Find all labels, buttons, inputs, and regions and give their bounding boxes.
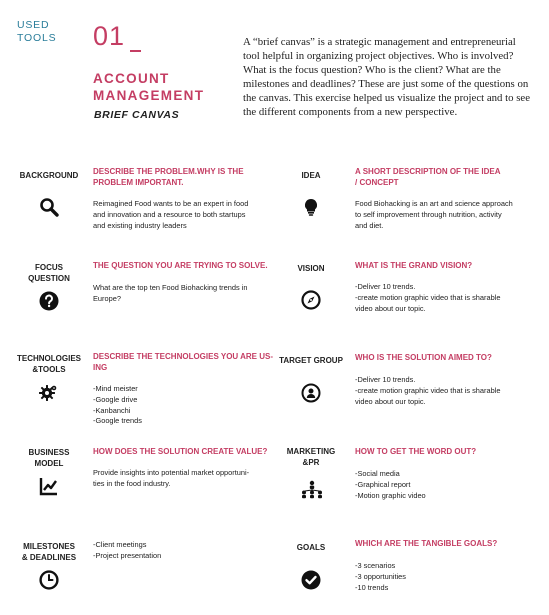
body-line: -Deliver 10 trends. (355, 375, 416, 384)
section-question-target (355, 353, 492, 364)
body-line: -3 scenarios (355, 561, 396, 570)
body-line: to self improvement through nutrition, activity (355, 209, 502, 219)
section-question-idea (355, 167, 501, 188)
section-body-target (355, 375, 500, 407)
body-line: -create motion graphic video that is sharable (355, 385, 501, 395)
section-label-target (272, 355, 350, 366)
question-line: WHO IS THE SOLUTION AIMED TO? (355, 353, 492, 362)
question-line: PROBLEM IMPORTANT. (93, 177, 184, 187)
body-line: What are the top ten Food Biohacking trends in (93, 283, 248, 292)
label-line: FOCUS (35, 263, 63, 272)
question-line: HOW DOES THE SOLUTION CREATE VALUE? (93, 447, 268, 456)
label-line: &PR (302, 458, 320, 467)
question-line: DESCRIBE THE TECHNOLOGIES YOU ARE US- (93, 352, 274, 361)
section-question-business (93, 447, 267, 458)
label-line: BUSINESS (28, 448, 70, 457)
question-line: ING (93, 362, 108, 372)
section-body-focus (93, 283, 247, 305)
body-line: -Graphical report (355, 479, 411, 489)
body-line: -Deliver 10 trends. (355, 282, 416, 291)
section-label-goals (278, 542, 344, 553)
section-body-vision (355, 282, 500, 314)
section-label-vision (278, 263, 344, 274)
label-line: IDEA (301, 171, 321, 180)
body-line: -Google trends (93, 416, 142, 426)
check-icon (301, 570, 321, 590)
title-line: MANAGEMENT (93, 88, 205, 103)
body-line: Food Biohacking is an art and science approach (355, 199, 513, 208)
body-line: -3 opportunities (355, 571, 406, 581)
question-line: DESCRIBE THE PROBLEM.WHY IS THE (93, 167, 244, 176)
question-icon (39, 291, 59, 311)
section-question-focus (93, 261, 268, 272)
section-label-background (14, 170, 84, 181)
section-question-technologies (93, 352, 273, 373)
search-icon (39, 197, 59, 217)
body-line: Provide insights into potential market opportuni- (93, 468, 250, 477)
section-number: 01 (93, 21, 126, 51)
question-line: WHICH ARE THE TANGIBLE GOALS? (355, 539, 498, 548)
section-body-business (93, 468, 249, 490)
label-line: BACKGROUND (19, 171, 79, 180)
question-line: / CONCEPT (355, 177, 399, 187)
body-line: and diet. (355, 220, 384, 230)
section-question-goals (355, 539, 497, 550)
number-underscore (130, 50, 141, 52)
section-label-marketing (278, 446, 344, 468)
section-question-marketing (355, 447, 476, 458)
section-question-vision (355, 261, 472, 272)
question-line: THE QUESTION YOU ARE TRYING TO SOLVE. (93, 261, 268, 270)
body-line: ties in the food industry. (93, 478, 171, 488)
label-line: TECHNOLOGIES (16, 354, 81, 363)
body-line: -Mind meister (93, 384, 138, 393)
section-body-technologies (93, 384, 142, 427)
body-line: video about our topic. (355, 303, 426, 313)
label-line: &TOOLS (32, 365, 66, 374)
label-line: VISION (297, 264, 325, 273)
section-label-focus (14, 262, 84, 284)
label-line: QUESTION (28, 274, 70, 283)
section-body-idea (355, 199, 513, 231)
intro-paragraph: A “brief canvas” is a strategic management and entrepreneurial tool helpful in organizing project objectives. Who is involved? What is the focus question? Who is the client? What are the milestones and deadlines? These are just some of the questions on the canvas. This exercise helped us visualize the project and to see the different components from a new perspective. (243, 36, 531, 119)
section-label-technologies (9, 353, 89, 375)
page-title (93, 70, 204, 104)
network-icon (300, 480, 324, 500)
section-question-background (93, 167, 244, 188)
section-body-goals (355, 561, 406, 593)
used-tools-line: USED (17, 19, 50, 31)
lightbulb-icon (301, 197, 321, 217)
label-line: & DEADLINES (21, 553, 77, 562)
label-line: MARKETING (286, 447, 336, 456)
label-line: GOALS (296, 543, 326, 552)
section-label-business (14, 447, 84, 469)
body-line: -Social media (355, 469, 400, 478)
clock-icon (39, 570, 59, 590)
question-line: A SHORT DESCRIPTION OF THE IDEA (355, 167, 501, 176)
label-line: TARGET GROUP (279, 356, 343, 365)
chart-icon (39, 476, 59, 496)
user-icon (301, 383, 321, 403)
body-line: Reimagined Food wants to be an expert in food (93, 199, 249, 208)
body-line: -10 trends (355, 582, 389, 592)
section-body-background (93, 199, 248, 231)
body-line: and innovation and a resource to both startups (93, 209, 246, 219)
body-line: Europe? (93, 293, 121, 303)
compass-icon (301, 290, 321, 310)
section-body-marketing (355, 469, 426, 501)
used-tools-line: TOOLS (17, 32, 57, 44)
body-line: video about our topic. (355, 396, 426, 406)
body-line: -Client meetings (93, 540, 147, 549)
label-line: MODEL (34, 459, 64, 468)
body-line: and existing industry leaders (93, 220, 187, 230)
label-line: MILESTONES (23, 542, 75, 551)
question-line: WHAT IS THE GRAND VISION? (355, 261, 473, 270)
question-line: HOW TO GET THE WORD OUT? (355, 447, 477, 456)
title-line: ACCOUNT (93, 71, 170, 86)
section-body-milestones (93, 540, 161, 562)
section-label-milestones (12, 541, 86, 563)
body-line: -Motion graphic video (355, 490, 426, 500)
used-tools-tag (17, 19, 56, 45)
section-label-idea (278, 170, 344, 181)
body-line: -Kanbanchi (93, 405, 131, 415)
page-subtitle: BRIEF CANVAS (94, 109, 180, 121)
body-line: -Google drive (93, 394, 138, 404)
body-line: -create motion graphic video that is sharable (355, 292, 501, 302)
gear-icon (38, 383, 58, 403)
body-line: -Project presentation (93, 550, 162, 560)
